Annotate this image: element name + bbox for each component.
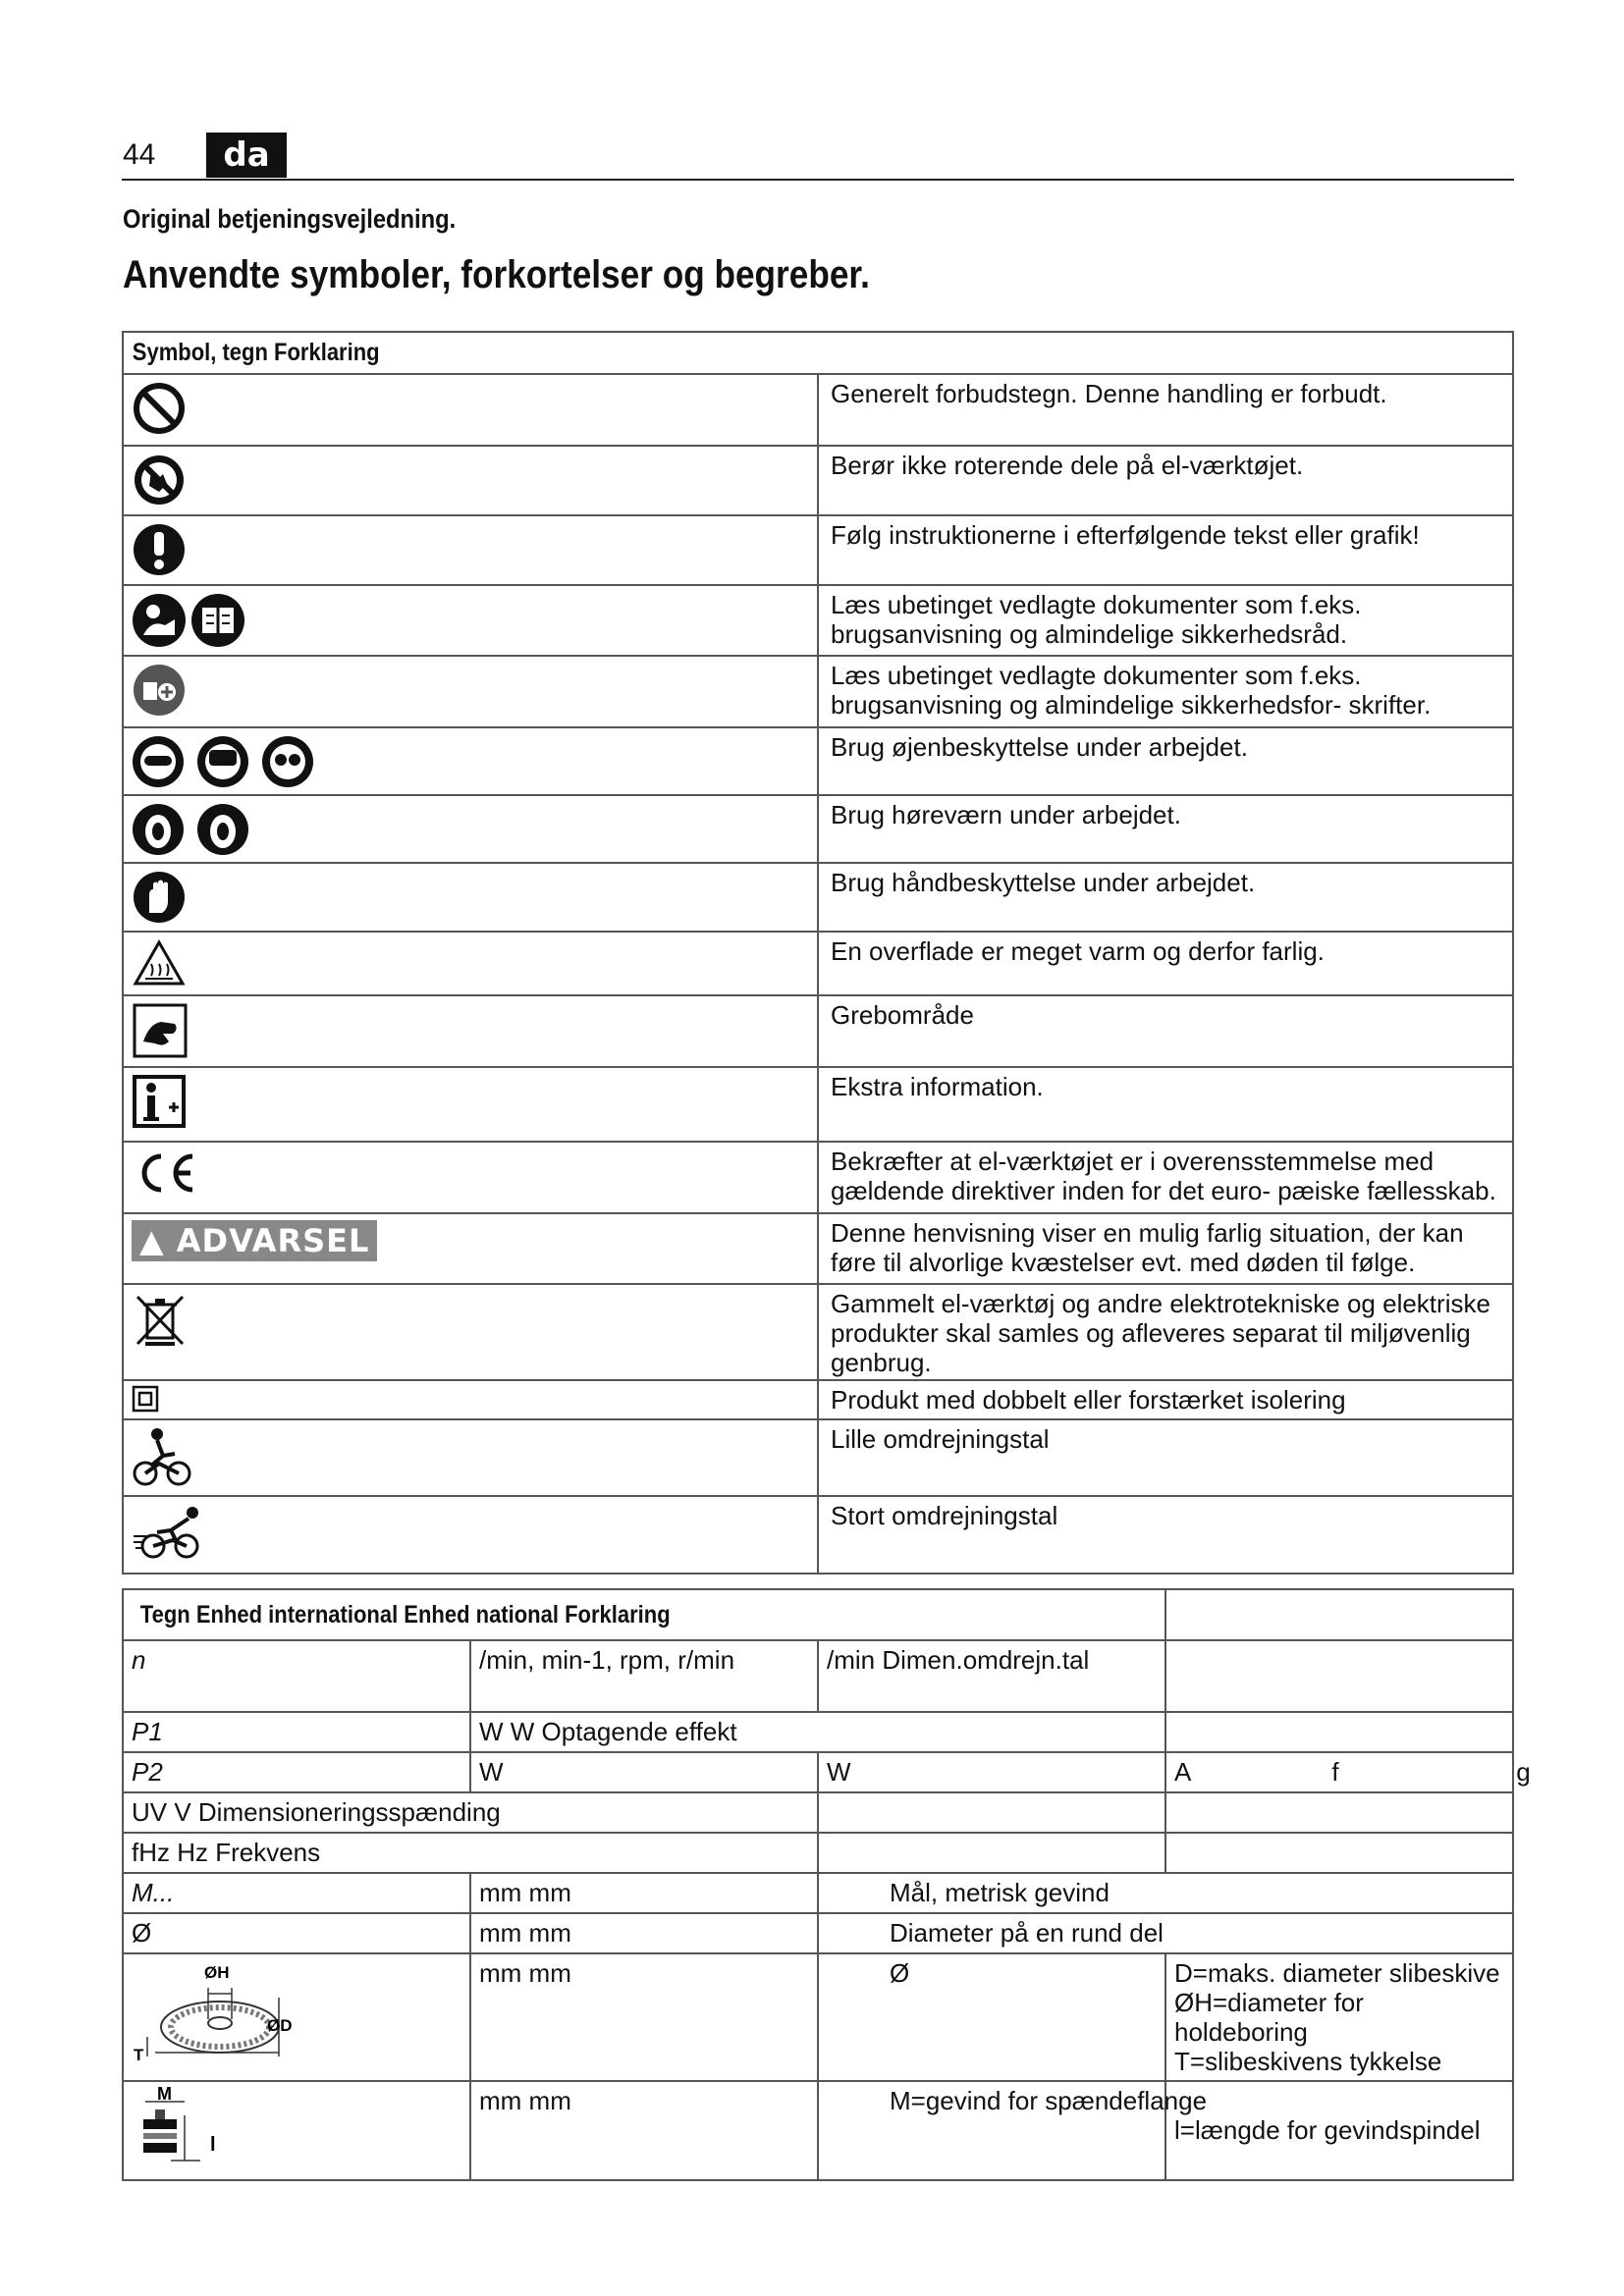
table-row bbox=[123, 1213, 1513, 1284]
units-table-header: Tegn Enhed international Enhed national Forklaring bbox=[123, 1589, 1165, 1640]
diagram-label-l: l bbox=[210, 2134, 216, 2156]
diagram-label-t: T bbox=[134, 2046, 144, 2064]
table-row bbox=[123, 1419, 1513, 1496]
hand-protection-icon bbox=[132, 870, 187, 925]
double-insulation-icon bbox=[132, 1385, 159, 1413]
table-row bbox=[123, 585, 1513, 656]
table-row bbox=[123, 995, 1513, 1067]
info-icon bbox=[132, 1074, 189, 1131]
table-row bbox=[123, 795, 1513, 863]
symbol-description: Generelt forbudstegn. Denne handling er forbudt. bbox=[818, 374, 1513, 446]
table-row: M... mm mm Mål, metrisk gevind bbox=[123, 1873, 1513, 1913]
units-table bbox=[122, 1588, 1531, 2181]
symbol-description: Bekræfter at el-værktøjet er i overensstemmelse med gældende direktiver inden for det euro- pæiske fællesskab. bbox=[818, 1142, 1513, 1213]
table-row bbox=[123, 656, 1513, 727]
symbols-table bbox=[122, 331, 1514, 1575]
prohibition-icon bbox=[132, 381, 187, 436]
symbol-description: Grebområde bbox=[818, 995, 1513, 1067]
grinding-disc-diagram bbox=[123, 1953, 470, 2081]
ear-protection-icon bbox=[132, 802, 253, 857]
language-badge: da bbox=[206, 133, 287, 178]
table-row: Ø mm mm Diameter på en rund del bbox=[123, 1913, 1513, 1953]
table-row bbox=[123, 727, 1513, 795]
table-row: n /min, min-1, rpm, r/min /min Dimen.omdrejn.tal bbox=[123, 1640, 1513, 1712]
symbol-description: Stort omdrejningstal bbox=[818, 1496, 1513, 1574]
symbols-table-header: Symbol, tegn Forklaring bbox=[123, 332, 1513, 374]
table-row: ØH ØD T mm mm Ø D=maks. diameter slibeskive ØH=diameter for holdeboring T=slibeskivens tykkelse bbox=[123, 1953, 1513, 2081]
symbol-description: Gammelt el-værktøj og andre elektrotekniske og elektriske produkter skal samles og afleveres separat til miljøvenlig genbrug. bbox=[818, 1284, 1513, 1380]
table-row: P2 W W A f g bbox=[123, 1752, 1513, 1792]
table-row: UV V Dimensioneringsspænding bbox=[123, 1792, 1513, 1833]
table-row: M l mm mm M=gevind for spændeflange l=længde for gevindspindel bbox=[123, 2081, 1513, 2180]
symbol-description: Brug høreværn under arbejdet. bbox=[818, 795, 1513, 863]
symbol-description: Ekstra information. bbox=[818, 1067, 1513, 1142]
warning-label-icon: ▲ ADVARSEL bbox=[132, 1220, 377, 1261]
exclamation-icon bbox=[132, 522, 187, 577]
diagram-label-oh: ØH bbox=[204, 1963, 230, 1982]
table-row bbox=[123, 863, 1513, 932]
diagram-label-od: ØD bbox=[267, 2016, 293, 2035]
symbol-description: Berør ikke roterende dele på el-værktøjet. bbox=[818, 446, 1513, 515]
symbol-description: Denne henvisning viser en mulig farlig situation, der kan føre til alvorlige kvæstelser evt. med døden til følge. bbox=[818, 1213, 1513, 1284]
header-rule bbox=[122, 179, 1514, 181]
hot-surface-icon bbox=[132, 938, 187, 988]
no-touch-rotating-icon bbox=[132, 453, 187, 507]
symbol-description: En overflade er meget varm og derfor farlig. bbox=[818, 932, 1513, 995]
symbol-description: Læs ubetinget vedlagte dokumenter som f.eks. brugsanvisning og almindelige sikkerhedsråd. bbox=[818, 585, 1513, 656]
grip-area-icon bbox=[132, 1002, 189, 1059]
fast-cyclist-icon bbox=[132, 1503, 210, 1562]
diagram-label-m: M bbox=[157, 2086, 172, 2104]
table-row bbox=[123, 932, 1513, 995]
document-subtitle: Original betjeningsvejledning. bbox=[123, 204, 457, 234]
symbol-description: Brug øjenbeskyttelse under arbejdet. bbox=[818, 727, 1513, 795]
slow-cyclist-icon bbox=[132, 1426, 196, 1489]
table-row bbox=[123, 515, 1513, 585]
table-row bbox=[123, 1496, 1513, 1574]
table-row: P1 W W Optagende effekt bbox=[123, 1712, 1513, 1752]
read-documents-icon bbox=[132, 663, 187, 718]
eye-protection-icon bbox=[132, 734, 318, 789]
table-row bbox=[123, 446, 1513, 515]
table-row bbox=[123, 374, 1513, 446]
symbol-description: Følg instruktionerne i efterfølgende tekst eller grafik! bbox=[818, 515, 1513, 585]
ce-mark-icon bbox=[132, 1148, 200, 1198]
page-number: 44 bbox=[123, 138, 156, 171]
read-manual-icon bbox=[132, 592, 247, 649]
symbol-description: Læs ubetinget vedlagte dokumenter som f.eks. brugsanvisning og almindelige sikkerhedsfor- skrifter. bbox=[818, 656, 1513, 727]
table-row bbox=[123, 1284, 1513, 1380]
section-title: Anvendte symboler, forkortelser og begreber. bbox=[123, 253, 870, 296]
symbol-description: Lille omdrejningstal bbox=[818, 1419, 1513, 1496]
symbol-description: Produkt med dobbelt eller forstærket isolering bbox=[818, 1380, 1513, 1419]
table-row bbox=[123, 1142, 1513, 1213]
spindle-thread-diagram bbox=[123, 2081, 470, 2180]
symbol-description: Brug håndbeskyttelse under arbejdet. bbox=[818, 863, 1513, 932]
table-row: fHz Hz Frekvens bbox=[123, 1833, 1513, 1873]
table-row bbox=[123, 1380, 1513, 1419]
table-row bbox=[123, 1067, 1513, 1142]
weee-bin-icon bbox=[132, 1291, 189, 1348]
